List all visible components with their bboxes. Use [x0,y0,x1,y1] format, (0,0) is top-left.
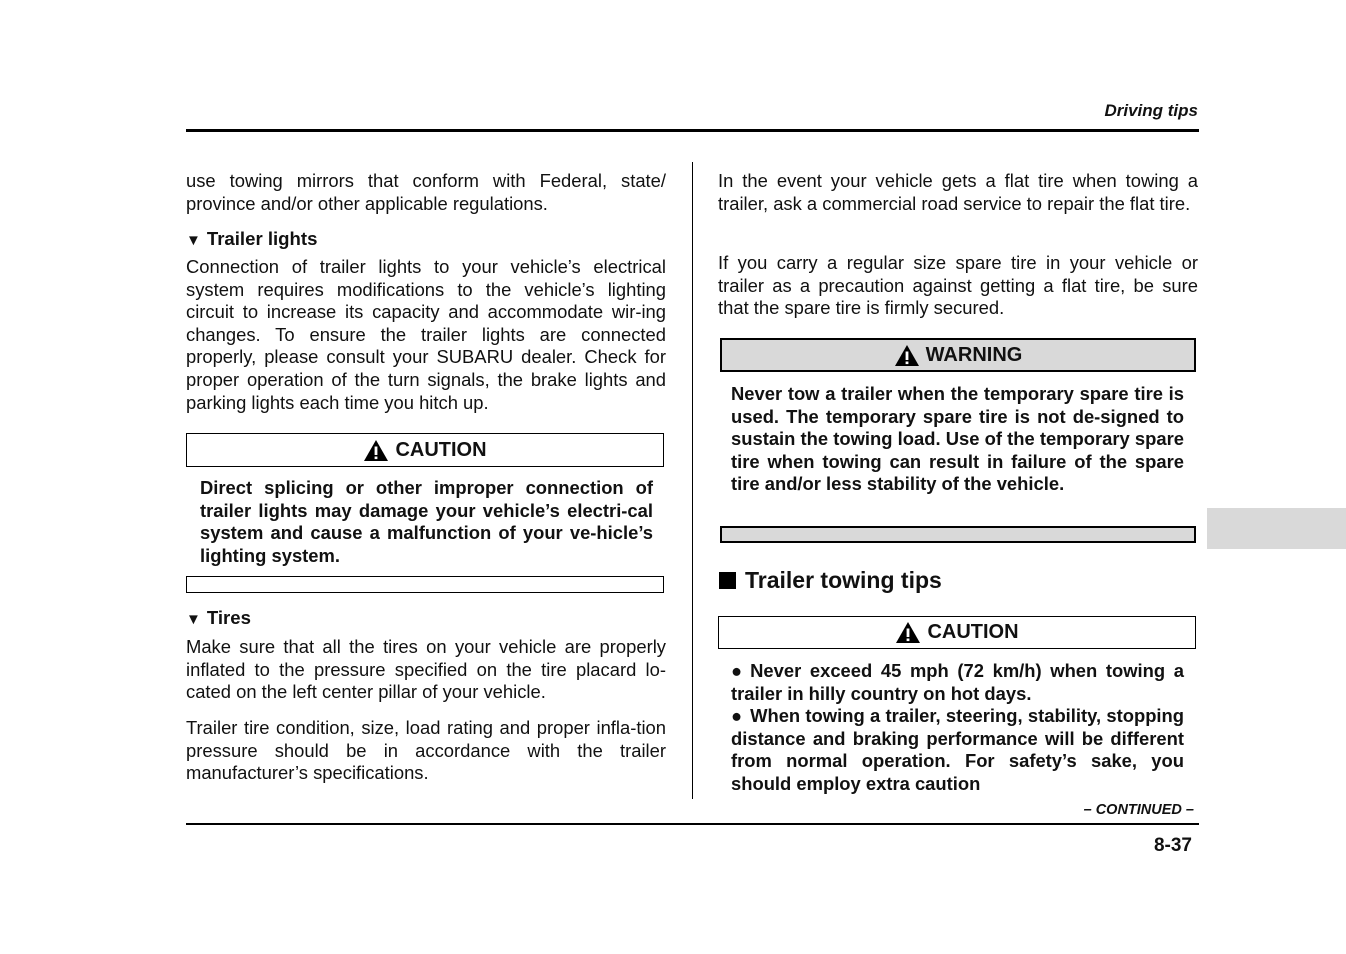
caution-box-header [186,433,664,467]
warning-triangle-icon [895,621,921,644]
caution-text: Direct splicing or other improper connection of trailer lights may damage your vehicle’s electri-cal system and cause a malfunction of your ve-hicle’s lighting system. [200,477,653,566]
triangle-down-icon: ▼ [186,611,201,628]
tires-heading-text: Tires [206,607,251,628]
section-title-text: Trailer towing tips [745,567,942,593]
section-title [719,567,942,594]
footer-rule [186,823,1199,825]
page-number: 8-37 [1153,835,1192,856]
trailer-lights-body: Connection of trailer lights to your vehicle’s electrical system requires modifications to the vehicle’s lighting circuit to increase its capacity and accommodate wir-ing changes. To ensure the trailer lights are connected properly, please consult your SUBARU dealer. Check for proper operation of the turn signals, the brake lights and parking lights each time you hitch up. [186,256,666,413]
bullet-1-text: Never exceed 45 mph (72 km/h) when towing a trailer in hilly country on hot days. [731,660,1184,704]
towing-caution-bullet-2 [731,705,1184,795]
continued-label: – CONTINUED – [1083,802,1194,818]
chapter-tab [1207,508,1346,549]
intro-paragraph: use towing mirrors that conform with Federal, state/ province and/or other applicable regulations. [186,170,666,214]
header-rule [186,129,1199,132]
caution-box-footer [186,576,664,593]
towing-caution-label: CAUTION [927,621,1019,643]
warning-text: Never tow a trailer when the temporary spare tire is used. The temporary spare tire is not de-signed to sustain the towing load. Use of the temporary spare tire when towing can result in failure of the spare tire and/or less stability of the vehicle. [731,383,1184,495]
warning-box-footer [720,526,1196,543]
tires-body-1: Make sure that all the tires on your vehicle are properly inflated to the pressure specified on the tire placard lo-cated on the left center pillar of your vehicle. [186,636,666,703]
tires-heading [186,607,251,631]
bullet-icon: ● [731,705,743,726]
caution-label: CAUTION [395,438,487,461]
tires-body-2: Trailer tire condition, size, load rating and proper infla-tion pressure should be in accordance with the trailer manufacturer’s specifications. [186,717,666,784]
flat-tire-paragraph: In the event your vehicle gets a flat tire when towing a trailer, ask a commercial road service to repair the flat tire. [718,170,1198,214]
towing-caution-box-header [718,616,1196,649]
header-section-title: Driving tips [1104,101,1198,120]
trailer-lights-heading [186,228,317,252]
warning-triangle-icon [363,439,389,462]
bullet-icon: ● [731,660,743,681]
bullet-2-text: When towing a trailer, steering, stability, stopping distance and braking performance will be different from normal operation. For safety’s sake, you should employ extra caution [731,705,1184,794]
warning-triangle-icon [894,344,920,367]
triangle-down-icon: ▼ [186,232,201,249]
square-bullet-icon [719,572,736,589]
warning-label: WARNING [925,343,1023,366]
towing-caution-bullet-1 [731,660,1184,705]
column-divider [692,162,693,799]
warning-box-header [720,338,1196,372]
spare-tire-paragraph: If you carry a regular size spare tire in your vehicle or trailer as a precaution against getting a flat tire, be sure that the spare tire is firmly secured. [718,252,1198,319]
trailer-lights-heading-text: Trailer lights [206,228,318,249]
